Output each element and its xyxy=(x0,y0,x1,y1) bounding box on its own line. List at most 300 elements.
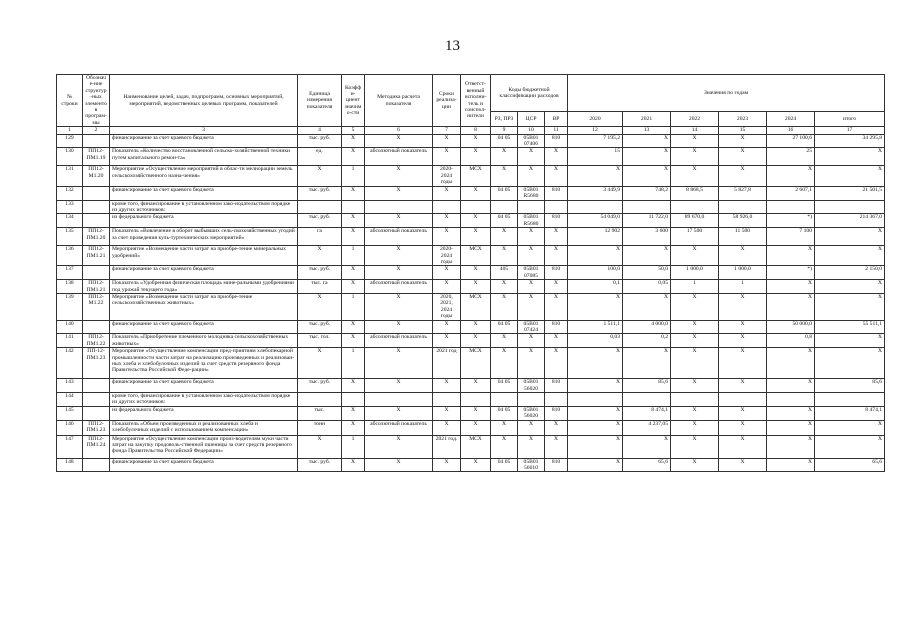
name-cell: финансирование за счет краевого бюджета xyxy=(110,134,298,148)
name-cell: финансирование за счет краевого бюджета xyxy=(110,186,298,200)
rz-pr-cell: X xyxy=(491,293,518,320)
value-2024-cell: 27 100,6 xyxy=(767,134,815,148)
designation-cell: ПП12-ПМ1.21 xyxy=(83,280,110,294)
rz-pr-cell: X xyxy=(491,435,518,458)
value-2024-cell: 7 100 xyxy=(767,228,815,246)
table-row xyxy=(57,280,885,294)
value-2023-cell: X xyxy=(719,246,767,266)
value-2021-cell: X xyxy=(623,435,671,458)
value-2020-cell: X xyxy=(568,348,623,379)
column-index-cell: 17 xyxy=(815,127,885,134)
header-vr: ВР xyxy=(545,111,568,126)
vr-cell: X xyxy=(545,348,568,379)
table-row xyxy=(57,186,885,200)
value-2022-cell: 89 670,0 xyxy=(671,214,719,228)
rz-pr-cell: 04 05 xyxy=(491,134,518,148)
table-row xyxy=(57,458,885,472)
csr-cell xyxy=(518,393,545,407)
row-number-cell: 132 xyxy=(57,186,83,200)
value-2023-cell: X xyxy=(719,320,767,334)
row-number-cell: 139 xyxy=(57,293,83,320)
total-cell: 8 474,1 xyxy=(815,406,885,420)
total-cell: 2 150,0 xyxy=(815,266,885,280)
column-index-cell: 13 xyxy=(623,127,671,134)
row-number-cell: 133 xyxy=(57,200,83,214)
csr-cell: 05B01 56020 xyxy=(518,406,545,420)
name-cell: из федерального бюджета xyxy=(110,406,298,420)
unit-cell: тыс. руб. xyxy=(298,379,342,393)
vr-cell: X xyxy=(545,148,568,166)
total-cell: X xyxy=(815,280,885,294)
name-cell: Мероприятие «Возмещение части затрат на приобре-тение минеральных удобрений» xyxy=(110,246,298,266)
executor-cell: МСХ xyxy=(461,166,491,186)
coefficient-cell: 1 xyxy=(342,435,365,458)
column-index-cell: 3 xyxy=(110,127,298,134)
value-2020-cell: 0,1 xyxy=(568,280,623,294)
rz-pr-cell: 405 xyxy=(491,266,518,280)
coefficient-cell: X xyxy=(342,406,365,420)
value-2022-cell: 17 500 xyxy=(671,228,719,246)
executor-cell: X xyxy=(461,214,491,228)
deadline-cell: 2021 год xyxy=(433,348,461,379)
value-2020-cell: X xyxy=(568,166,623,186)
rz-pr-cell: X xyxy=(491,420,518,435)
designation-cell: ПП12-ПМ1.22 xyxy=(83,334,110,348)
name-cell: Показатель «Вовлечение в оборот выбывших сель-скохозяйственных угодий за счет проведения куль-туртехнических мероприятий» xyxy=(110,228,298,246)
vr-cell: 810 xyxy=(545,458,568,472)
executor-cell: X xyxy=(461,334,491,348)
value-2022-cell: X xyxy=(671,406,719,420)
value-2023-cell: X xyxy=(719,148,767,166)
executor-cell: X xyxy=(461,320,491,334)
name-cell: финансирование за счет краевого бюджета xyxy=(110,266,298,280)
method-cell: абсолютный показатель xyxy=(365,420,433,435)
csr-cell: X xyxy=(518,420,545,435)
column-index-row xyxy=(57,127,885,134)
table-row xyxy=(57,420,885,435)
value-2024-cell: *) xyxy=(767,266,815,280)
rz-pr-cell: X xyxy=(491,166,518,186)
designation-cell: ПП-12-ПМ1.23 xyxy=(83,348,110,379)
row-number-cell: 130 xyxy=(57,148,83,166)
total-cell: X xyxy=(815,293,885,320)
total-cell: 55 511,1 xyxy=(815,320,885,334)
header-designation: Обозначе-ние структур-ных элементов програм-мы xyxy=(83,75,110,127)
header-deadline: Сроки реализа-ции xyxy=(433,75,461,127)
value-2024-cell: X xyxy=(767,348,815,379)
coefficient-cell: X xyxy=(342,186,365,200)
header-executor: Ответст-венный исполни-тель и соиспол-нители xyxy=(461,75,491,127)
value-2023-cell: X xyxy=(719,348,767,379)
row-number-cell: 141 xyxy=(57,334,83,348)
rz-pr-cell: X xyxy=(491,348,518,379)
table-row xyxy=(57,246,885,266)
name-cell: кроме того, финансирование в установленном зако-нодательством порядке из других источников: xyxy=(110,393,298,407)
deadline-cell: X xyxy=(433,320,461,334)
value-2022-cell: X xyxy=(671,435,719,458)
row-number-cell: 146 xyxy=(57,420,83,435)
deadline-cell: 2020-2024 годы xyxy=(433,166,461,186)
value-2024-cell: 2 607,1 xyxy=(767,186,815,200)
deadline-cell: 2020-2024 годы xyxy=(433,246,461,266)
row-number-cell: 145 xyxy=(57,406,83,420)
vr-cell: X xyxy=(545,293,568,320)
column-index-cell: 1 xyxy=(57,127,83,134)
coefficient-cell: X xyxy=(342,134,365,148)
row-number-cell: 137 xyxy=(57,266,83,280)
value-2020-cell: 3 449,9 xyxy=(568,186,623,200)
deadline-cell: X xyxy=(433,280,461,294)
vr-cell: X xyxy=(545,435,568,458)
designation-cell: ПП12-ПМ1.20 xyxy=(83,228,110,246)
vr-cell: 810 xyxy=(545,186,568,200)
executor-cell: МСХ xyxy=(461,348,491,379)
value-2023-cell: X xyxy=(719,406,767,420)
value-2024-cell: 50 000,0 xyxy=(767,320,815,334)
total-cell xyxy=(815,393,885,407)
total-cell: X xyxy=(815,420,885,435)
value-2024-cell xyxy=(767,393,815,407)
name-cell: финансирование за счет краевого бюджета xyxy=(110,379,298,393)
executor-cell: X xyxy=(461,228,491,246)
executor-cell: МСХ xyxy=(461,435,491,458)
value-2024-cell: 0,8 xyxy=(767,334,815,348)
value-2020-cell: 0,03 xyxy=(568,334,623,348)
designation-cell: ПП12-ПМ1.19 xyxy=(83,148,110,166)
value-2023-cell: X xyxy=(719,334,767,348)
deadline-cell xyxy=(433,393,461,407)
deadline-cell: X xyxy=(433,186,461,200)
coefficient-cell: X xyxy=(342,266,365,280)
value-2023-cell: 5 827,8 xyxy=(719,186,767,200)
rz-pr-cell: 04 05 xyxy=(491,406,518,420)
header-csr: ЦСР xyxy=(518,111,545,126)
vr-cell: X xyxy=(545,228,568,246)
total-cell: 65,6 xyxy=(815,458,885,472)
value-2021-cell: 0,05 xyxy=(623,280,671,294)
rz-pr-cell: X xyxy=(491,334,518,348)
executor-cell xyxy=(461,200,491,214)
total-cell: X xyxy=(815,348,885,379)
total-cell: X xyxy=(815,334,885,348)
header-coef: Коэффи-циент значимо-сти xyxy=(342,75,365,127)
method-cell: X xyxy=(365,166,433,186)
rz-pr-cell: X xyxy=(491,280,518,294)
table-body xyxy=(57,134,885,472)
header-unit: Единица измерения показателя xyxy=(298,75,342,127)
value-2021-cell: X xyxy=(623,148,671,166)
header-2021: 2021 xyxy=(623,111,671,126)
unit-cell: тыс. руб. xyxy=(298,134,342,148)
total-cell: X xyxy=(815,246,885,266)
table-row xyxy=(57,334,885,348)
csr-cell: 05B01 R5680 xyxy=(518,186,545,200)
value-2023-cell: X xyxy=(719,134,767,148)
deadline-cell: X xyxy=(433,214,461,228)
coefficient-cell: X xyxy=(342,148,365,166)
value-2020-cell: X xyxy=(568,293,623,320)
value-2023-cell: 58 926,0 xyxy=(719,214,767,228)
rz-pr-cell xyxy=(491,393,518,407)
value-2022-cell: 1 000,0 xyxy=(671,266,719,280)
column-index-cell: 9 xyxy=(491,127,518,134)
unit-cell: тыс. руб. xyxy=(298,186,342,200)
unit-cell: тыс. руб. xyxy=(298,320,342,334)
header-2022: 2022 xyxy=(671,111,719,126)
value-2024-cell: X xyxy=(767,435,815,458)
header-2024: 2024 xyxy=(767,111,815,126)
value-2023-cell: X xyxy=(719,166,767,186)
value-2022-cell xyxy=(671,393,719,407)
value-2020-cell: 54 049,0 xyxy=(568,214,623,228)
value-2022-cell: X xyxy=(671,246,719,266)
csr-cell: 05B01 07424 xyxy=(518,320,545,334)
table-row xyxy=(57,200,885,214)
coefficient-cell: X xyxy=(342,214,365,228)
value-2024-cell: X xyxy=(767,280,815,294)
table-row xyxy=(57,228,885,246)
designation-cell: ПП12-М1.20 xyxy=(83,166,110,186)
value-2022-cell: X xyxy=(671,334,719,348)
unit-cell: тыс. руб. xyxy=(298,458,342,472)
coefficient-cell: X xyxy=(342,458,365,472)
value-2024-cell: X xyxy=(767,293,815,320)
coefficient-cell xyxy=(342,393,365,407)
value-2020-cell: 7 195,2 xyxy=(568,134,623,148)
row-number-cell: 144 xyxy=(57,393,83,407)
method-cell: абсолютный показатель xyxy=(365,148,433,166)
value-2020-cell xyxy=(568,200,623,214)
rz-pr-cell: X xyxy=(491,228,518,246)
method-cell: X xyxy=(365,320,433,334)
unit-cell: тыс. руб. xyxy=(298,214,342,228)
rz-pr-cell: X xyxy=(491,148,518,166)
value-2023-cell: 1 xyxy=(719,280,767,294)
row-number-cell: 134 xyxy=(57,214,83,228)
header-num: № строки xyxy=(57,75,83,127)
value-2024-cell: X xyxy=(767,420,815,435)
method-cell: X xyxy=(365,348,433,379)
value-2024-cell: X xyxy=(767,166,815,186)
value-2023-cell: X xyxy=(719,379,767,393)
column-index-cell: 10 xyxy=(518,127,545,134)
table-row xyxy=(57,393,885,407)
value-2020-cell: X xyxy=(568,420,623,435)
csr-cell: 05B01 56020 xyxy=(518,379,545,393)
deadline-cell: X xyxy=(433,406,461,420)
value-2021-cell: X xyxy=(623,348,671,379)
designation-cell xyxy=(83,134,110,148)
header-name: Наименование целей, задач, подпрограмм, основных мероприятий, мероприятий, ведомственных целевых программ, показателей xyxy=(110,75,298,127)
table-row xyxy=(57,348,885,379)
value-2020-cell: 15 xyxy=(568,148,623,166)
header-2023: 2023 xyxy=(719,111,767,126)
rz-pr-cell: 04 05 xyxy=(491,320,518,334)
designation-cell: ПП12-ПМ1.21 xyxy=(83,246,110,266)
unit-cell: X xyxy=(298,246,342,266)
coefficient-cell: 1 xyxy=(342,246,365,266)
rz-pr-cell xyxy=(491,200,518,214)
designation-cell xyxy=(83,266,110,280)
value-2021-cell: X xyxy=(623,246,671,266)
value-2021-cell: 85,6 xyxy=(623,379,671,393)
value-2023-cell xyxy=(719,200,767,214)
value-2023-cell xyxy=(719,393,767,407)
value-2024-cell: X xyxy=(767,458,815,472)
unit-cell: тыс. гол. xyxy=(298,334,342,348)
csr-cell: X xyxy=(518,435,545,458)
value-2024-cell: 25 xyxy=(767,148,815,166)
designation-cell xyxy=(83,320,110,334)
value-2022-cell xyxy=(671,200,719,214)
column-index-cell: 16 xyxy=(767,127,815,134)
column-index-cell: 7 xyxy=(433,127,461,134)
name-cell: Мероприятие «Осуществление компенсации пред-приятиям хлебопекарной промышленности части затрат на реализацию произведенных и реализован-ных хлеба и хлебобулочных изделий за счет средств резервного фонда Правительства Российской Феде-рации» xyxy=(110,348,298,379)
column-index-cell: 8 xyxy=(461,127,491,134)
executor-cell: X xyxy=(461,379,491,393)
method-cell: абсолютный показатель xyxy=(365,280,433,294)
rz-pr-cell: 04 05 xyxy=(491,379,518,393)
value-2022-cell: X xyxy=(671,293,719,320)
vr-cell: X xyxy=(545,280,568,294)
header-method: Методика расчета показателя xyxy=(365,75,433,127)
csr-cell xyxy=(518,200,545,214)
column-index-cell: 2 xyxy=(83,127,110,134)
method-cell: X xyxy=(365,379,433,393)
csr-cell: X xyxy=(518,280,545,294)
csr-cell: 05B01 R5680 xyxy=(518,214,545,228)
deadline-cell xyxy=(433,200,461,214)
method-cell xyxy=(365,393,433,407)
deadline-cell: X xyxy=(433,266,461,280)
executor-cell: X xyxy=(461,266,491,280)
executor-cell: X xyxy=(461,186,491,200)
unit-cell: тонн xyxy=(298,420,342,435)
deadline-cell: X xyxy=(433,420,461,435)
unit-cell: га xyxy=(298,228,342,246)
column-index-cell: 14 xyxy=(671,127,719,134)
row-number-cell: 148 xyxy=(57,458,83,472)
designation-cell xyxy=(83,379,110,393)
executor-cell: X xyxy=(461,406,491,420)
name-cell: Мероприятие «Осуществление компенсации произ-водителям муки части затрат на закупку продоволь-ственной пшеницы за счет средств резервного фонда Правительства Российской Федерации» xyxy=(110,435,298,458)
value-2022-cell: X xyxy=(671,320,719,334)
method-cell: X xyxy=(365,458,433,472)
total-cell: 85,6 xyxy=(815,379,885,393)
coefficient-cell: X xyxy=(342,320,365,334)
value-2024-cell: *) xyxy=(767,214,815,228)
total-cell: X xyxy=(815,166,885,186)
total-cell: 34 295,8 xyxy=(815,134,885,148)
row-number-cell: 142 xyxy=(57,348,83,379)
executor-cell: X xyxy=(461,280,491,294)
deadline-cell: X xyxy=(433,148,461,166)
method-cell: X xyxy=(365,186,433,200)
unit-cell: X xyxy=(298,435,342,458)
total-cell: X xyxy=(815,228,885,246)
column-index-cell: 12 xyxy=(568,127,623,134)
row-number-cell: 140 xyxy=(57,320,83,334)
vr-cell: X xyxy=(545,420,568,435)
table-row xyxy=(57,435,885,458)
method-cell: абсолютный показатель xyxy=(365,228,433,246)
total-cell: X xyxy=(815,435,885,458)
name-cell: Показатель «Приобретение племенного молодняка сельскохозяйственных животных» xyxy=(110,334,298,348)
value-2023-cell: X xyxy=(719,420,767,435)
column-index-cell: 15 xyxy=(719,127,767,134)
deadline-cell: X xyxy=(433,134,461,148)
value-2022-cell: X xyxy=(671,134,719,148)
deadline-cell: 2020, 2021, 2024 годы xyxy=(433,293,461,320)
value-2020-cell: X xyxy=(568,458,623,472)
designation-cell xyxy=(83,214,110,228)
value-2022-cell: X xyxy=(671,348,719,379)
coefficient-cell: X xyxy=(342,420,365,435)
value-2020-cell: 12 902 xyxy=(568,228,623,246)
coefficient-cell: X xyxy=(342,280,365,294)
vr-cell: X xyxy=(545,246,568,266)
deadline-cell: X xyxy=(433,458,461,472)
rz-pr-cell: 04 05 xyxy=(491,214,518,228)
value-2020-cell: 1 511,1 xyxy=(568,320,623,334)
executor-cell: МСХ xyxy=(461,293,491,320)
unit-cell: ед. xyxy=(298,148,342,166)
vr-cell: 810 xyxy=(545,266,568,280)
value-2021-cell: 3 600 xyxy=(623,228,671,246)
unit-cell xyxy=(298,393,342,407)
header-2020: 2020 xyxy=(568,111,623,126)
csr-cell: X xyxy=(518,228,545,246)
table-row xyxy=(57,214,885,228)
table-row xyxy=(57,406,885,420)
value-2023-cell: 1 000,0 xyxy=(719,266,767,280)
rz-pr-cell: X xyxy=(491,246,518,266)
header-total: итого xyxy=(815,111,885,126)
value-2023-cell: 11 500 xyxy=(719,228,767,246)
vr-cell: 810 xyxy=(545,214,568,228)
vr-cell: 810 xyxy=(545,320,568,334)
value-2020-cell: X xyxy=(568,435,623,458)
executor-cell xyxy=(461,393,491,407)
coefficient-cell xyxy=(342,200,365,214)
vr-cell: X xyxy=(545,166,568,186)
unit-cell xyxy=(298,200,342,214)
table-row xyxy=(57,266,885,280)
method-cell: абсолютный показатель xyxy=(365,334,433,348)
unit-cell: X xyxy=(298,348,342,379)
method-cell xyxy=(365,200,433,214)
value-2022-cell: 1 xyxy=(671,280,719,294)
table-row xyxy=(57,379,885,393)
total-cell: X xyxy=(815,148,885,166)
value-2021-cell: X xyxy=(623,166,671,186)
value-2021-cell: 748,2 xyxy=(623,186,671,200)
vr-cell xyxy=(545,200,568,214)
value-2023-cell: X xyxy=(719,293,767,320)
csr-cell: 05B01 56010 xyxy=(518,458,545,472)
name-cell: из федерального бюджета xyxy=(110,214,298,228)
total-cell xyxy=(815,200,885,214)
row-number-cell: 129 xyxy=(57,134,83,148)
row-number-cell: 136 xyxy=(57,246,83,266)
total-cell: 214 367,0 xyxy=(815,214,885,228)
designation-cell xyxy=(83,406,110,420)
header-rz: РЗ, ПР3 xyxy=(491,111,518,126)
value-2024-cell: X xyxy=(767,406,815,420)
method-cell: X xyxy=(365,293,433,320)
value-2021-cell: 50,0 xyxy=(623,266,671,280)
method-cell: X xyxy=(365,214,433,228)
